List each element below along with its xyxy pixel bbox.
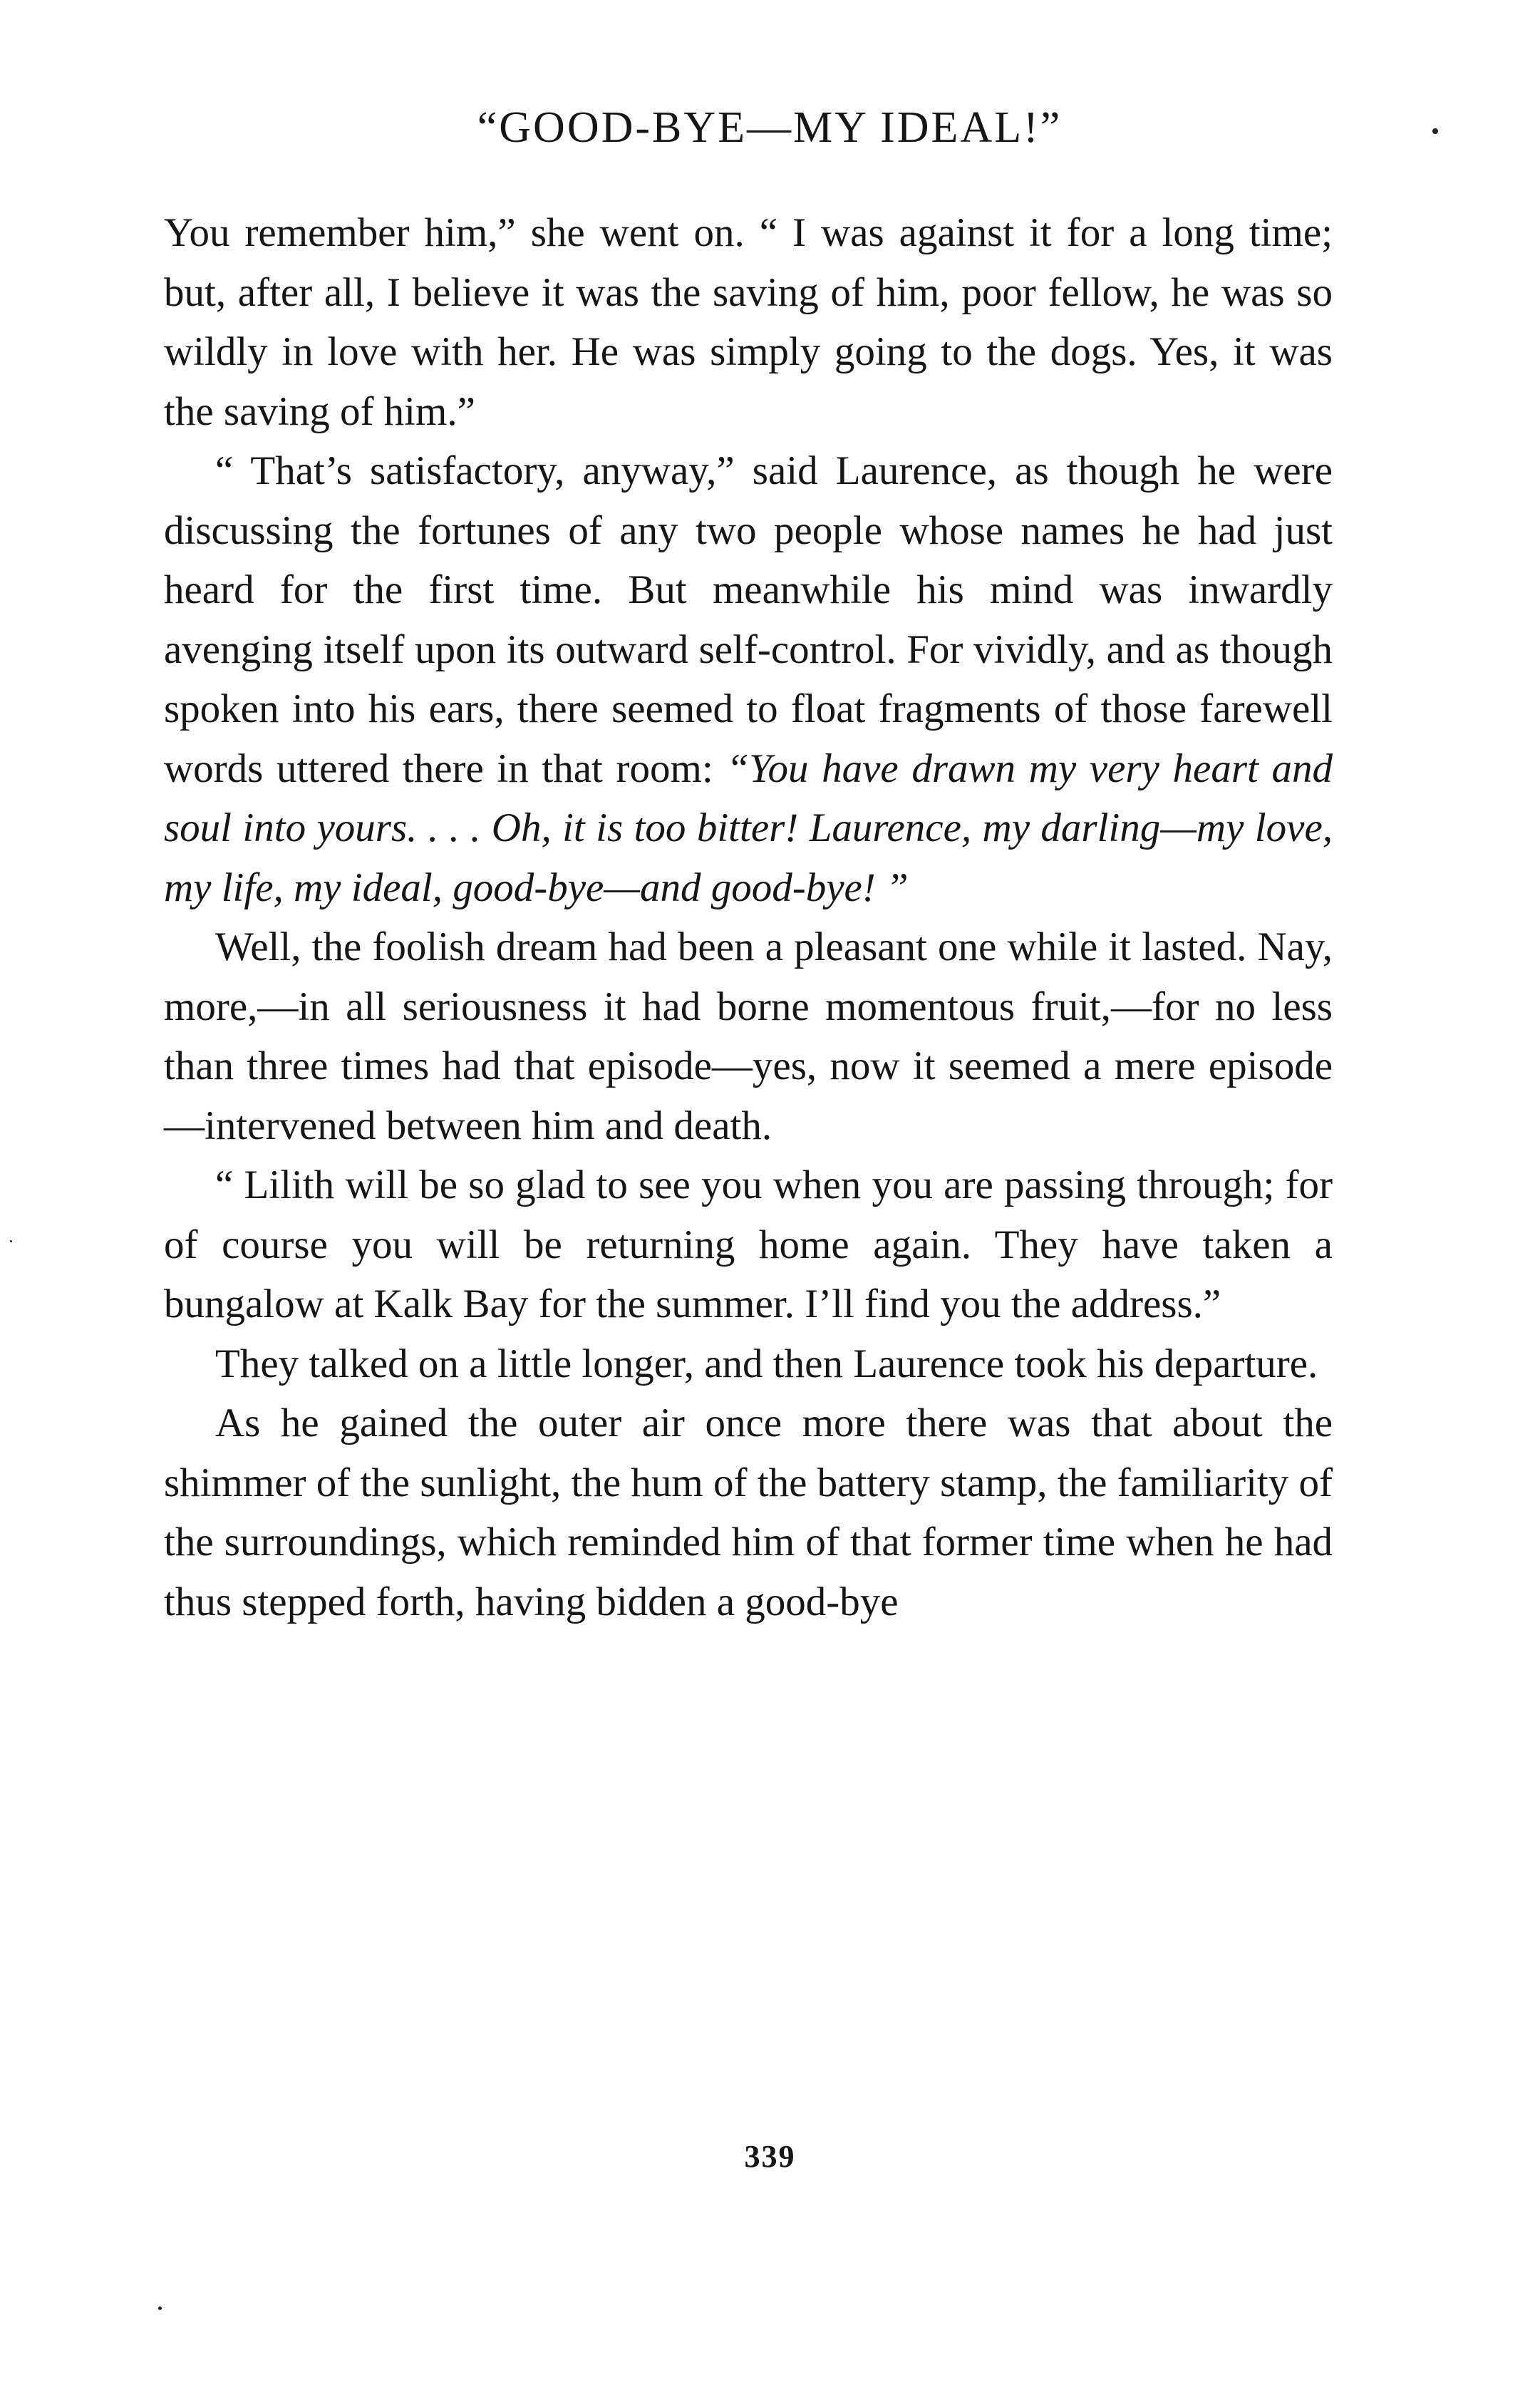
paragraph [164, 203, 1333, 441]
text-run: They talked on a little longer, and then Laurence took his departure. [215, 1341, 1318, 1386]
paragraph [164, 917, 1333, 1155]
print-speck [1432, 128, 1438, 134]
print-speck [158, 2306, 162, 2310]
page-number: 339 [744, 2139, 796, 2174]
text-run: Well, the foolish dream had been a pleasant one while it lasted. Nay, more,—in all seriousness it had borne momentous fruit,—for no less than three times had that episode—yes, now it seemed a mere episode —intervened between him and death. [164, 924, 1333, 1148]
body-text [164, 203, 1333, 1631]
italic-quote: “You have drawn my very heart and soul into yours. . . . Oh, it is too bitter! Laurence, my darling—my love, my life, my ideal, good-bye—and good-bye! ” [164, 746, 1333, 910]
text-run: “ That’s satisfactory, anyway,” said Laurence, as though he were discussing the fortunes of any two people whose names he had just heard for the first time. But meanwhile his mind was inwardly avenging itself upon its outward self-control. For vividly, and as though spoken into his ears, there seemed to float fragments of those farewell words uttered there in that room: [164, 448, 1333, 791]
paragraph [164, 1155, 1333, 1334]
print-speck [10, 1240, 12, 1242]
text-run: “ Lilith will be so glad to see you when you are passing through; for of course you will be returning home again. They have taken a bungalow at Kalk Bay for the summer. I’ll find you the address.” [164, 1163, 1333, 1326]
paragraph [164, 1334, 1333, 1394]
text-run: As he gained the outer air once more there was that about the shimmer of the sunlight, the hum of the battery stamp, the familiarity of the surroundings, which reminded him of that former time when he had thus stepped forth, having bidden a good-bye [164, 1401, 1333, 1624]
paragraph [164, 441, 1333, 917]
paragraph [164, 1393, 1333, 1631]
running-head: “GOOD-BYE—MY IDEAL!” [477, 103, 1063, 152]
text-run: You remember him,” she went on. “ I was against it for a long time; but, after all, I believe it was the saving of him, poor fellow, he was so wildly in love with her. He was simply going to the dogs. Yes, it was the saving of him.” [164, 210, 1333, 434]
